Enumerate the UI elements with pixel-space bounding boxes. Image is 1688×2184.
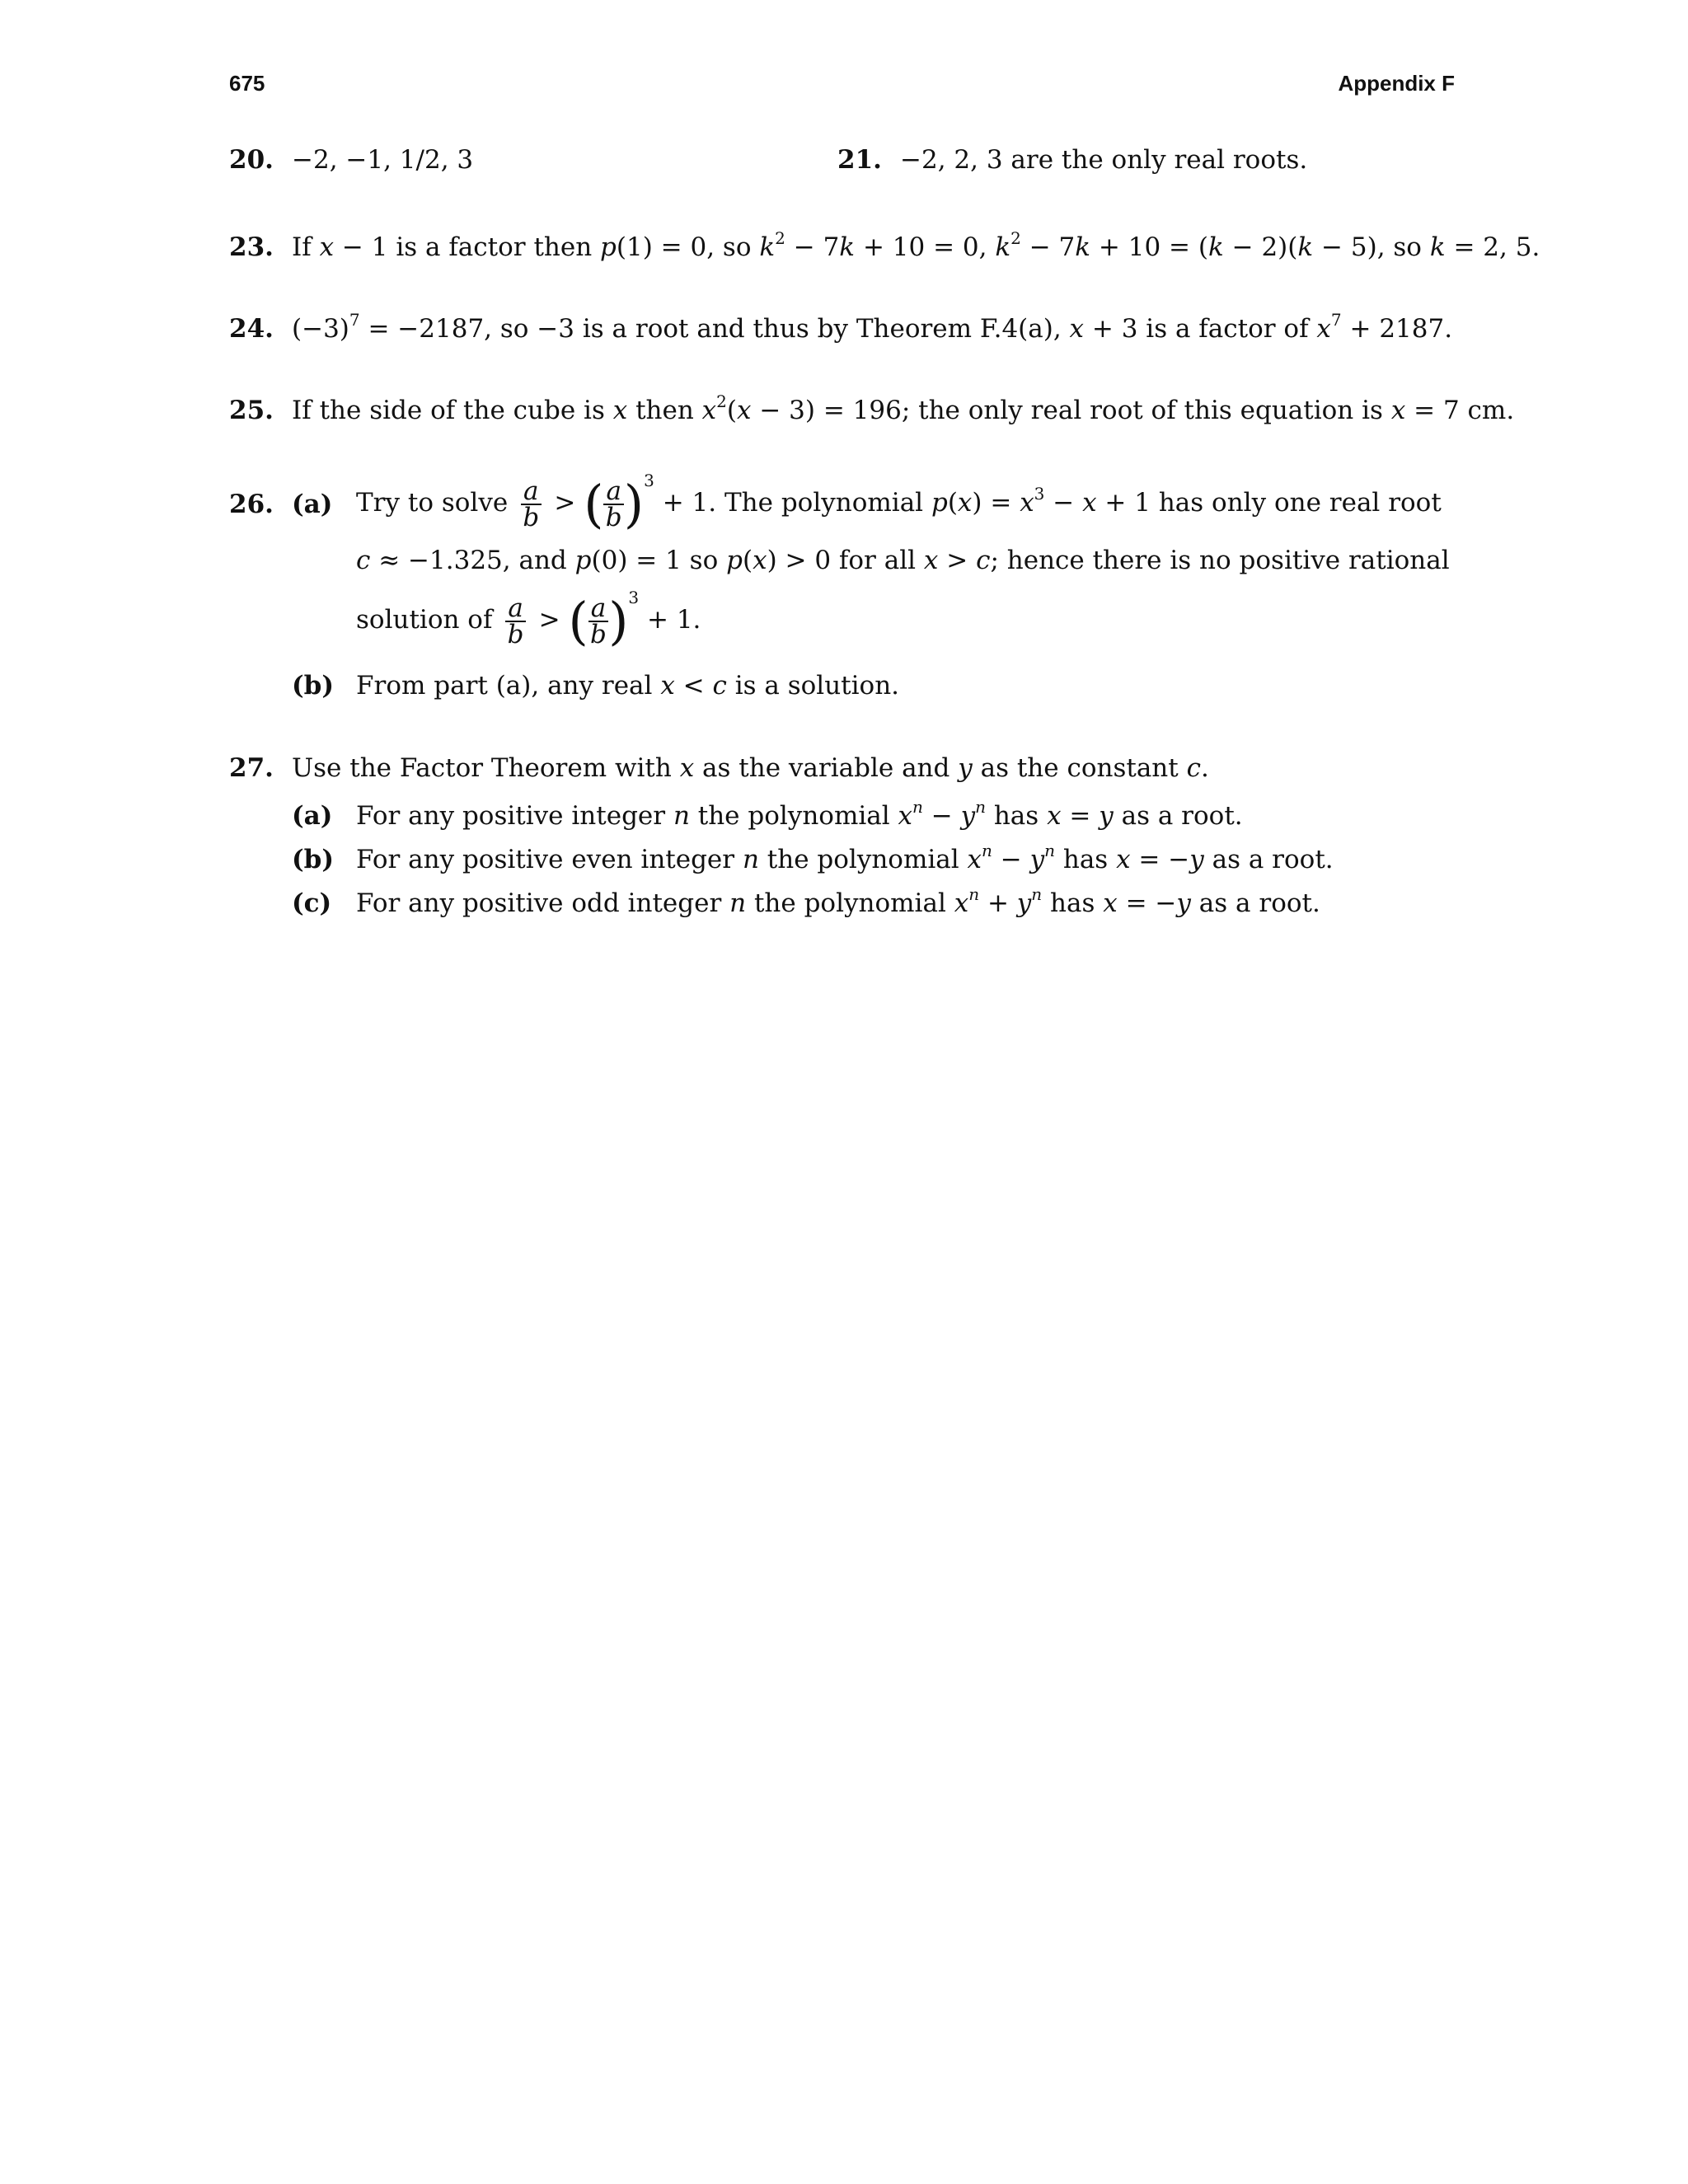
answer-23-text: If x − 1 is a factor then p(1) = 0, so $k^2 - 7k + 10 = 0$, $k^2 - 7k + 10 = (k - 2)(k - 5)$, so k = 2, 5. xyxy=(292,228,1540,262)
answer-26a-line1: Try to solve $\frac{a}{b}$ > ( $\frac{a}{b}$ )3 + 1. The polynomial $p(x) = x^3 - x + 1$ has only one real root xyxy=(356,471,1442,534)
page: 675 Appendix F 20. −2, −1, 1/2, 3 21. −2, 2, 3 are the only real roots. 23. If x − 1 is a factor then p(1) = 0, so $k^2 - 7k + 10 = 0$, $k^2 - 7k + 10 = (k - 2)(k - 5)$, so k = 2, 5. 24. $(-3)^7 = -2187$, so −3 is a root and thus by Theorem F.4(a), x + 3 is a factor of $x^7 + 2187$. 25. If the side of the cube is x then $x^2(x - 3) = 196$; the only real root of this equation is x = 7 cm. 26. (a) Try to solve $\frac{a}{b}$ > ( $\frac{a}{b}$ )3 + 1. The polynomial $p(x) = x^3 - x + 1$ has only one real root c ≈ −1.325, and p(0) = 1 so p(x) > 0 for all x > c; hence there is no positive rational solution of $\frac{a}{b}$ > ( $\frac{a}{b}$ )3 + 1. (b) From part (a), any real x < c is a solution. 27. Use the Factor Theorem with x as the variable and y as the constant c. (a) For any positive integer n the polynomial $x^n - y^n$ has x = y as a root. (b) For any positive even integer n the polynomial $x^n - y^n$ has x = −y as a root. (c) For any positive odd integer n the polynomial $x^n + y^n$ has x = −y as a root. xyxy=(229,71,1540,918)
answer-26a-line3: solution of $\frac{a}{b}$ > ( $\frac{a}{b}$ )3 + 1. xyxy=(356,588,701,651)
answer-21-text: −2, 2, 3 are the only real roots. xyxy=(900,145,1308,175)
answer-25-text: If the side of the cube is x then $x^2(x - 3) = 196$; the only real root of this equation is x = 7 cm. xyxy=(292,391,1515,425)
answer-26b-text: From part (a), any real x < c is a solution. xyxy=(356,671,900,701)
answer-26a-line2: c ≈ −1.325, and p(0) = 1 so p(x) > 0 for all x > c; hence there is no positive rational xyxy=(356,546,1450,575)
answer-27-intro: Use the Factor Theorem with x as the variable and y as the constant c. xyxy=(292,753,1209,783)
answer-24-text: $(-3)^7 = -2187$, so −3 is a root and thus by Theorem F.4(a), x + 3 is a factor of $x^7 + 2187$. xyxy=(292,310,1453,344)
page-number: 675 xyxy=(229,71,265,96)
answer-20-text: −2, −1, 1/2, 3 xyxy=(292,145,474,175)
appendix-title: Appendix F xyxy=(1338,71,1455,96)
page-header xyxy=(229,71,1455,104)
